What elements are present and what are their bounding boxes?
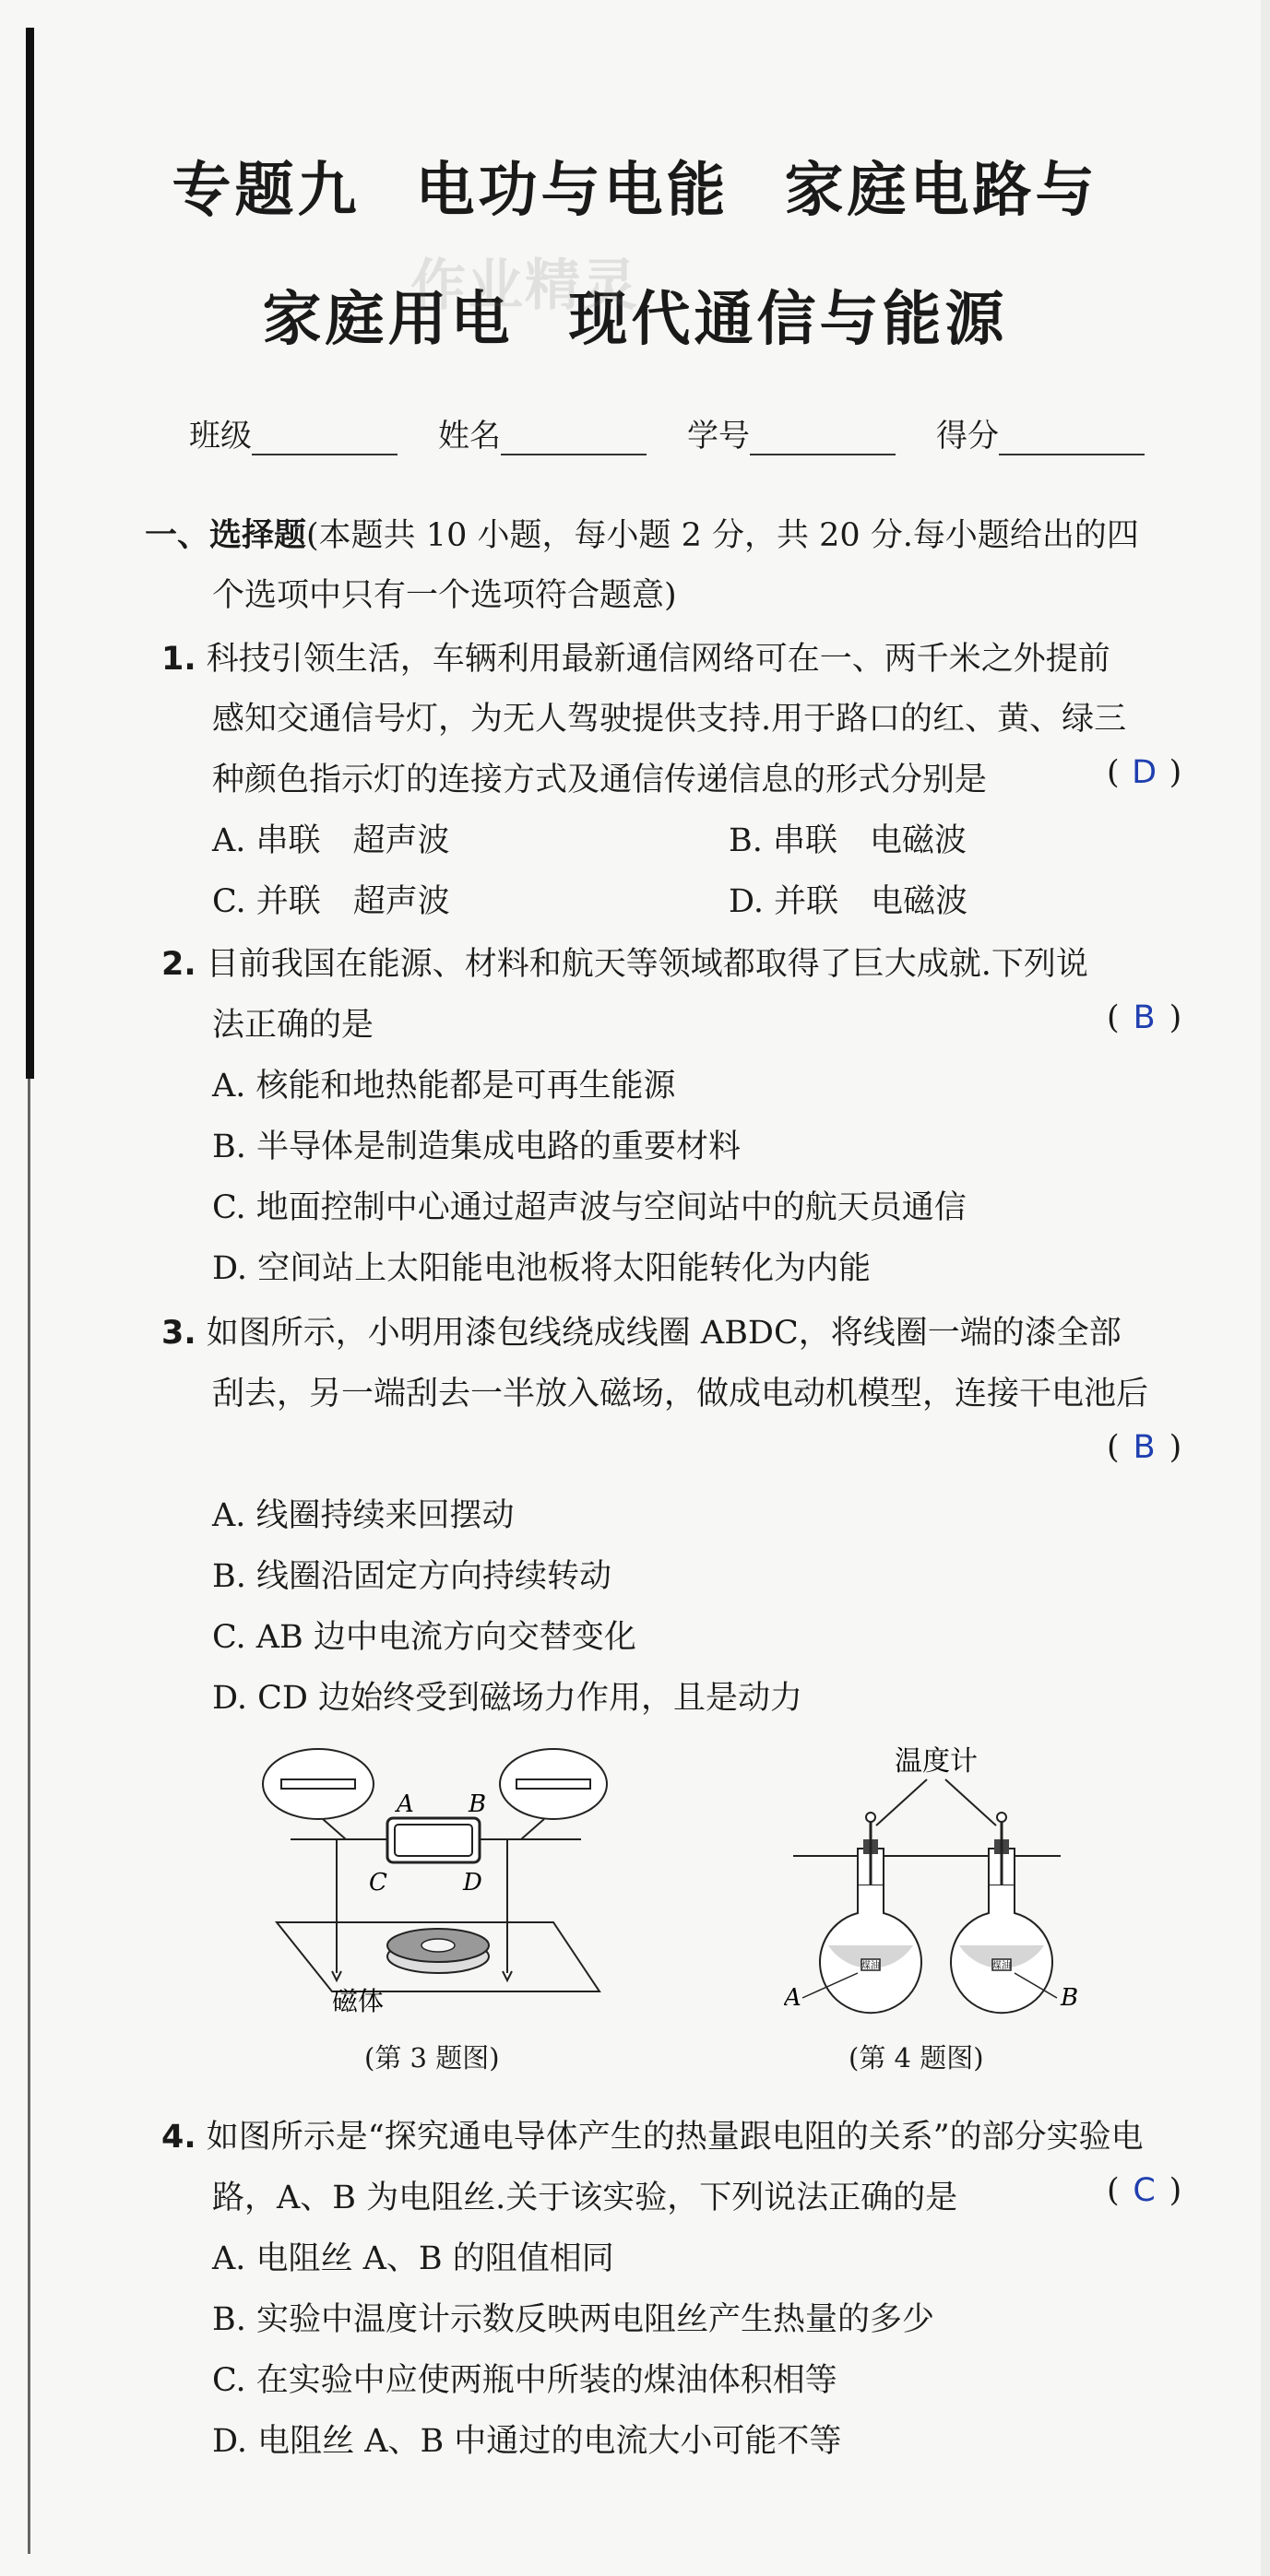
question-3-line2: 刮去，另一端刮去一半放入磁场，做成电动机模型，连接干电池后 (212, 1376, 1149, 1412)
question-2-line2: 法正确的是 (212, 1007, 374, 1044)
question-2-line1: 2. 目前我国在能源、材料和航天等领域都取得了巨大成就.下列说 (161, 946, 1088, 983)
page-edge (1261, 0, 1270, 2576)
question-2-option-a: A. 核能和地热能都是可再生能源 (212, 1068, 676, 1105)
label-B: B (469, 1790, 487, 1818)
label-thermometer: 温度计 (895, 1745, 978, 1778)
watermark: 作业精灵 (410, 254, 639, 318)
id-field[interactable]: 学号 (687, 410, 896, 455)
binding-edge (28, 1079, 30, 2554)
page-title-line2: 家庭用电 现代通信与能源 (262, 286, 1008, 354)
question-3-option-a: A. 线圈持续来回摆动 (212, 1497, 515, 1534)
label-B: B (1061, 1984, 1079, 2012)
section-heading: 一、选择题(本题共 10 小题，每小题 2 分，共 20 分.每小题给出的四 (145, 517, 1139, 554)
question-1-option-d: D. 并联 电磁波 (729, 883, 968, 920)
question-3-answer: ( B ) (1107, 1429, 1182, 1466)
question-3-option-c: C. AB 边中电流方向交替变化 (212, 1619, 636, 1656)
question-4-answer: ( C ) (1107, 2172, 1182, 2209)
page-title-line1: 专题九 电功与电能 家庭电路与 (172, 157, 1098, 225)
question-3-line1: 3. 如图所示，小明用漆包线绕成线圈 ABDC，将线圈一端的漆全部 (161, 1315, 1122, 1352)
flask-right (951, 1813, 1052, 2013)
figure-3-caption: (第 3 题图) (364, 2042, 500, 2074)
question-3-option-d: D. CD 边始终受到磁场力作用，且是动力 (212, 1680, 803, 1717)
label-A: A (784, 1984, 801, 2012)
section-desc: 个选项中只有一个选项符合题意) (212, 577, 677, 614)
question-2-option-d: D. 空间站上太阳能电池板将太阳能转化为内能 (212, 1250, 872, 1287)
label-A: A (397, 1790, 414, 1818)
label-D: D (463, 1869, 482, 1897)
score-field[interactable]: 得分 (936, 410, 1145, 455)
question-1-option-c: C. 并联 超声波 (212, 883, 450, 920)
question-2-option-b: B. 半导体是制造集成电路的重要材料 (212, 1128, 741, 1165)
label-magnet: 磁体 (332, 1986, 385, 2016)
question-1-line2: 感知交通信号灯，为无人驾驶提供支持.用于路口的红、黄、绿三 (212, 701, 1127, 738)
question-1-line1: 1. 科技引领生活，车辆利用最新通信网络可在一、两千米之外提前 (161, 641, 1110, 678)
question-4-option-d: D. 电阻丝 A、B 中通过的电流大小可能不等 (212, 2423, 842, 2460)
label-C: C (369, 1869, 387, 1897)
question-3-option-b: B. 线圈沿固定方向持续转动 (212, 1558, 611, 1595)
question-2-option-c: C. 地面控制中心通过超声波与空间站中的航天员通信 (212, 1189, 967, 1226)
question-1-line3: 种颜色指示灯的连接方式及通信传递信息的形式分别是 (212, 762, 988, 798)
question-4-line2: 路，A、B 为电阻丝.关于该实验，下列说法正确的是 (212, 2180, 958, 2216)
question-1-option-b: B. 串联 电磁波 (729, 822, 967, 859)
label-oil-left: 煤油 (861, 1961, 880, 1971)
figure-3-motor-model (258, 1743, 627, 2019)
class-field[interactable]: 班级 (189, 410, 398, 455)
question-4-option-a: A. 电阻丝 A、B 的阻值相同 (212, 2240, 614, 2277)
figure-4-heat-experiment (784, 1738, 1098, 2024)
student-info-row (189, 410, 1145, 455)
question-1-option-a: A. 串联 超声波 (212, 822, 450, 859)
question-4-option-b: B. 实验中温度计示数反映两电阻丝产生热量的多少 (212, 2301, 934, 2338)
question-4-option-c: C. 在实验中应使两瓶中所装的煤油体积相等 (212, 2362, 837, 2399)
question-1-answer: ( D ) (1107, 754, 1182, 791)
question-4-line1: 4. 如图所示是“探究通电导体产生的热量跟电阻的关系”的部分实验电 (161, 2119, 1144, 2156)
label-oil-right: 煤油 (992, 1961, 1011, 1971)
question-2-answer: ( B ) (1107, 999, 1182, 1036)
name-field[interactable]: 姓名 (438, 410, 647, 455)
figure-4-caption: (第 4 题图) (849, 2042, 984, 2074)
